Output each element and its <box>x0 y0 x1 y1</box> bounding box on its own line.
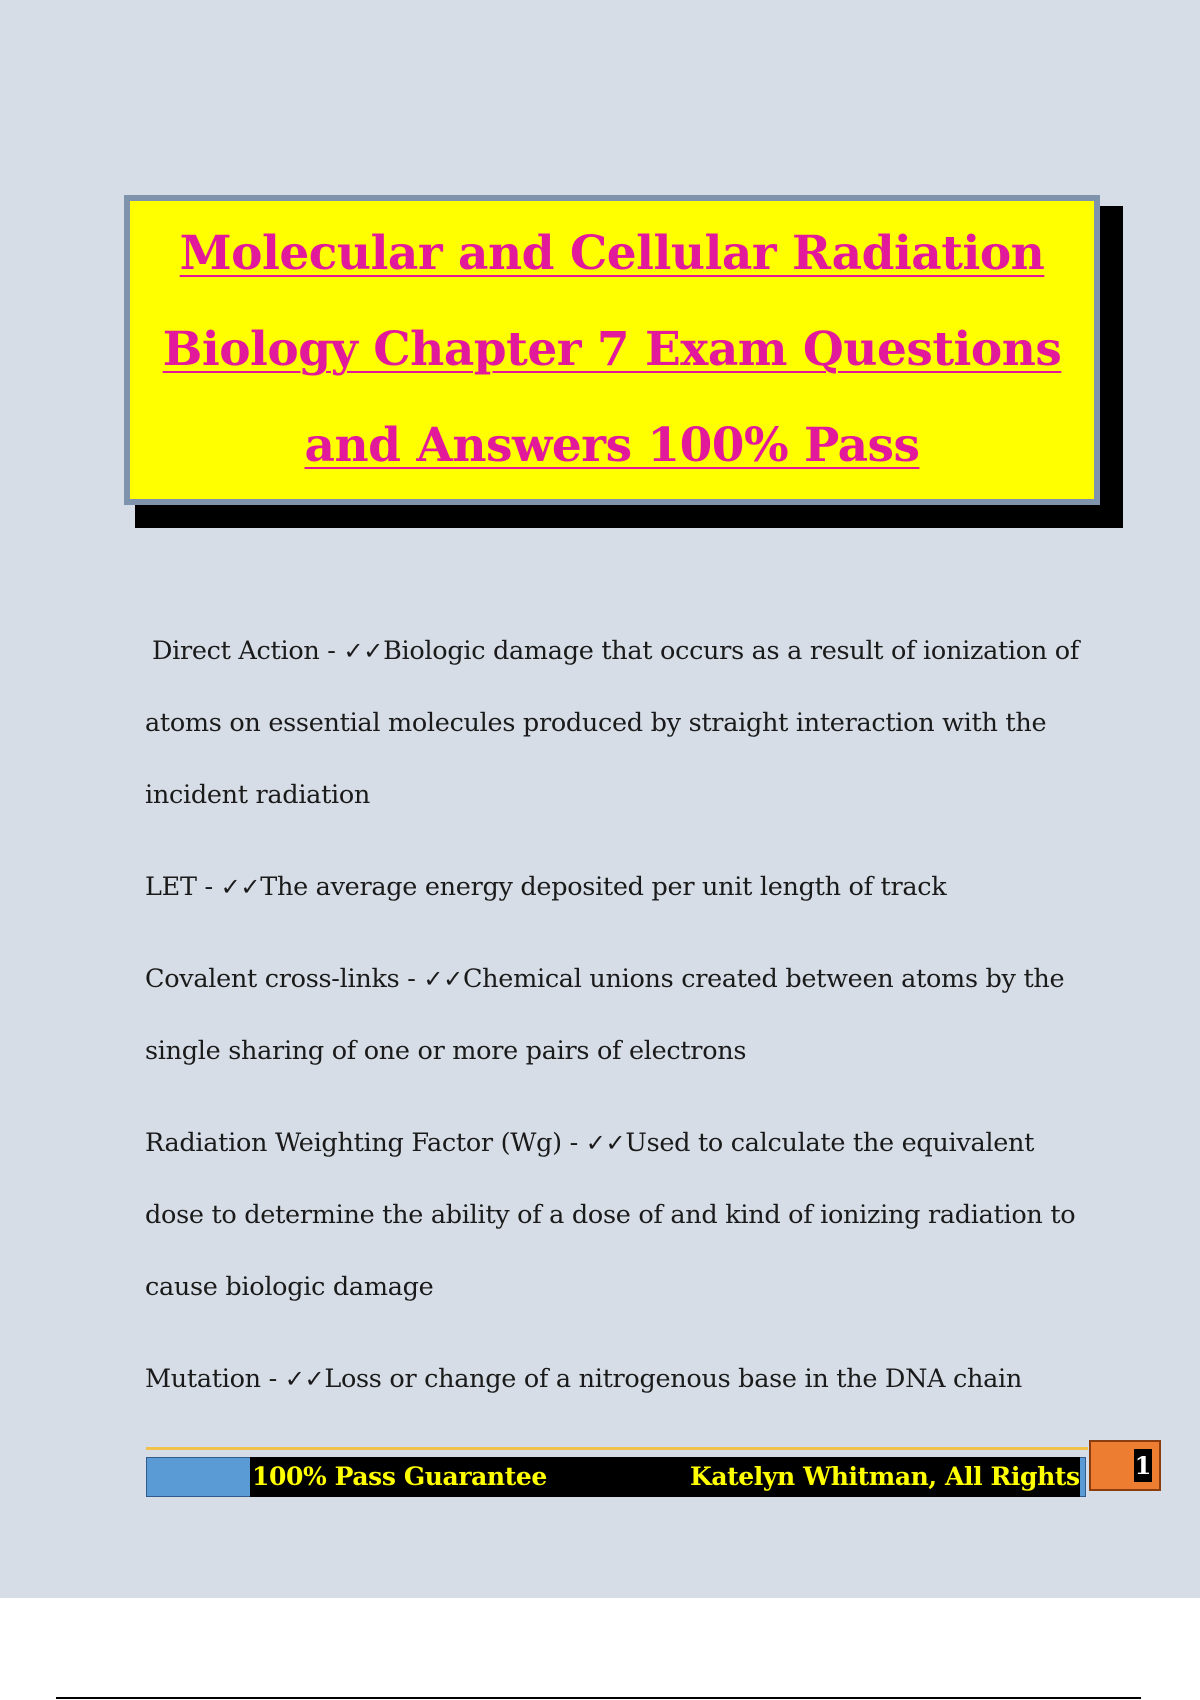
double-check-icon: ✓✓ <box>284 1365 325 1393</box>
next-page-rule <box>56 1697 1141 1699</box>
page-number: 1 <box>1134 1451 1152 1480</box>
qa-definition: Used to calculate the equivalent dose to determine the ability of a dose of and kind of ionizing radiation to cause biologic damage <box>145 1128 1076 1302</box>
double-check-icon: ✓✓ <box>423 965 463 993</box>
double-check-icon: ✓✓ <box>585 1129 626 1157</box>
qa-term: Radiation Weighting Factor (Wg) <box>145 1128 562 1158</box>
qa-item: LET - ✓✓The average energy deposited per unit length of track <box>145 872 947 902</box>
qa-item: Direct Action - ✓✓Biologic damage that occurs as a result of ionization of atoms on essential molecules produced by straight interaction with the incident radiation <box>145 636 1079 810</box>
qa-term: Direct Action <box>152 636 320 666</box>
page-number-badge <box>1089 1440 1161 1491</box>
qa-term: Covalent cross-links <box>145 964 400 994</box>
qa-item: Covalent cross-links - ✓✓Chemical unions created between atoms by the single sharing of one or more pairs of electrons <box>145 964 1065 1066</box>
double-check-icon: ✓✓ <box>343 637 384 665</box>
qa-definition: Loss or change of a nitrogenous base in the DNA chain <box>324 1364 1022 1394</box>
qa-definition: The average energy deposited per unit length of track <box>260 872 947 902</box>
qa-definition: Chemical unions created between atoms by the single sharing of one or more pairs of electrons <box>145 964 1065 1066</box>
footer-guarantee-text: 100% Pass Guarantee <box>250 1457 551 1497</box>
qa-term: LET <box>145 872 197 902</box>
qa-list <box>145 615 1080 1435</box>
double-check-icon: ✓✓ <box>220 873 261 901</box>
title-box <box>124 195 1100 505</box>
qa-item: Mutation - ✓✓Loss or change of a nitrogenous base in the DNA chain <box>145 1364 1022 1394</box>
footer-rights-text: Katelyn Whitman, All Rights <box>690 1462 1080 1491</box>
document-title: Molecular and Cellular Radiation Biology Chapter 7 Exam Questions and Answers 100% Pass <box>162 226 1062 473</box>
qa-item: Radiation Weighting Factor (Wg) - ✓✓Used to calculate the equivalent dose to determine the ability of a dose of and kind of ionizing radiation to cause biologic damage <box>145 1128 1076 1302</box>
footer-divider <box>146 1447 1088 1450</box>
qa-term: Mutation <box>145 1364 261 1394</box>
qa-definition: Biologic damage that occurs as a result of ionization of atoms on essential molecules produced by straight interaction with the incident radiation <box>145 636 1079 810</box>
